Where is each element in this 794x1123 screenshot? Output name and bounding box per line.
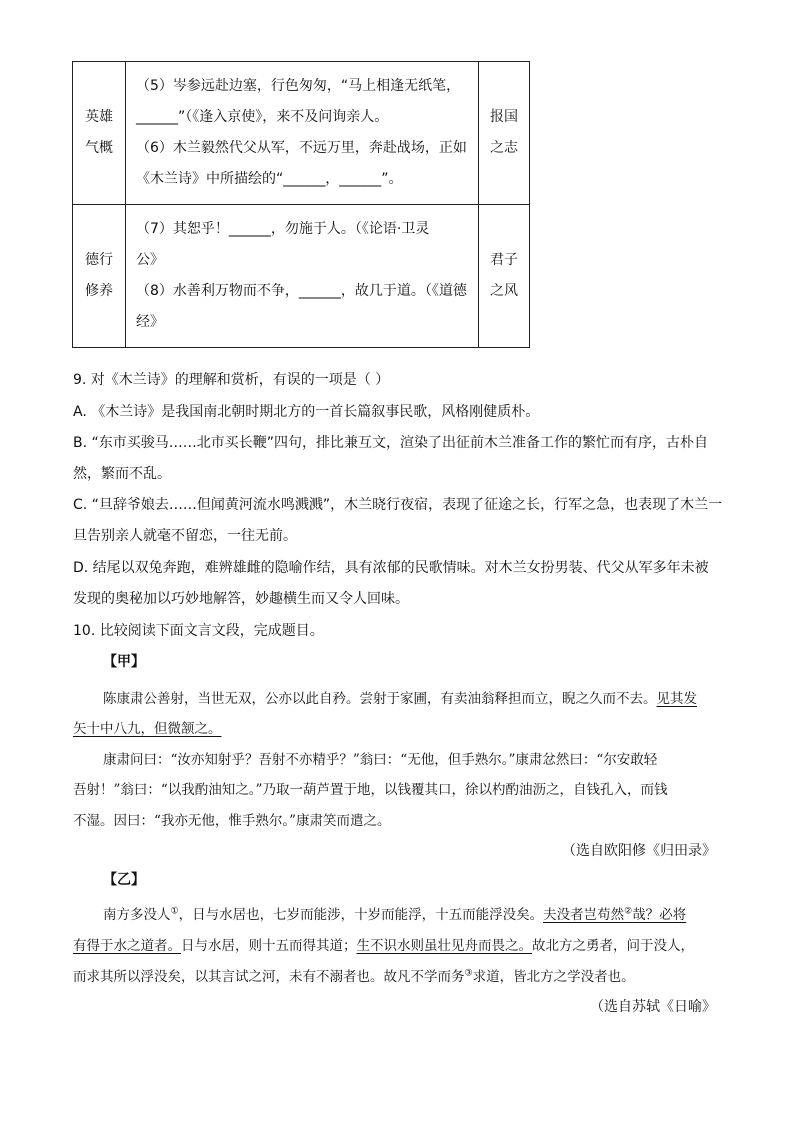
option-b-continued: 然，繁而不乱。 [73,466,171,482]
table-line: 《木兰诗》中所描绘的“______，______”。 [136,171,403,187]
passage-jia-source: （选自欧阳修《归田录》 [562,843,716,859]
underlined-sentence: 矢十中八九，但微颔之。 [73,721,222,737]
passage-jia-line [103,687,697,707]
passage-yi-heading: 【乙】 [103,872,145,888]
option-a: A. 《木兰诗》是我国南北朝时期北方的一首长篇叙事民歌，风格刚健质朴。 [73,404,540,420]
theme-label: 之风 [490,283,518,299]
table-line: ______”（《逢入京使》，来不及问询亲人。 [136,109,389,125]
category-label: 英雄 [85,109,113,125]
theme-label: 君子 [490,252,518,268]
table-line: 公》 [136,252,164,268]
passage-jia-line [73,717,222,737]
table-row [73,62,530,205]
category-label: 修养 [85,283,113,299]
category-cell [73,205,126,348]
footnote-marker: ③ [464,968,473,979]
passage-text: 哉？必将 [632,907,687,923]
content-cell [126,62,479,205]
category-cell [73,62,126,205]
passage-jia-line: 不湿。因曰：“我亦无他，惟手熟尔。”康肃笑而遣之。 [73,813,391,829]
theme-cell [479,205,530,348]
passage-text: 夫没者岂苟然 [543,907,625,923]
question-9-stem: 9. 对《木兰诗》的理解和赏析，有误的一项是（ ） [73,372,390,388]
footnote-marker: ② [624,906,633,917]
passage-yi-line [73,965,635,985]
passage-jia-heading: 【甲】 [103,654,145,670]
passage-text: 故北方之勇者，问于没人， [532,938,694,954]
passage-text: 而求其所以浮没矣，以其言试之河，未有不溺者也。故凡不学而务 [73,969,465,985]
option-d: D. 结尾以双兔奔跑，难辨雄雌的隐喻作结，具有浓郁的民歌情味。对木兰女扮男装、代父从军多年未被 [73,560,709,576]
content-cell [126,205,479,348]
underlined-sentence: 见其发 [656,691,697,707]
question-10-stem: 10. 比较阅读下面文言文段，完成题目。 [73,623,324,639]
passage-yi-line [73,934,694,954]
underlined-sentence: 有得于水之道者。 [73,938,181,954]
theme-label: 之志 [490,140,518,156]
underlined-sentence: 生不识水则虽壮见舟而畏之。 [356,938,532,954]
passage-yi-line [103,903,686,923]
option-c-continued: 旦告别亲人就毫不留恋，一往无前。 [73,528,297,544]
passage-text: 日与水居，则十五而得其道； [181,938,357,954]
option-b: B. “东市买骏马……北市买长鞭”四句，排比兼互文，渲染了出征前木兰准备工作的繁忙而有序，古朴自 [73,435,709,451]
category-label: 气概 [85,140,113,156]
passage-text: 求道，皆北方之学没者也。 [472,969,635,985]
passage-yi-source: （选自苏轼《日喻》 [590,999,716,1015]
table-line: （5）岑参远赴边塞，行色匆匆，“马上相逢无纸笔， [136,78,461,94]
passage-jia-line: 康肃问曰：“汝亦知射乎？吾射不亦精乎？”翁曰：“无他，但手熟尔。”康肃忿然曰：“尔安敢轻 [103,752,658,768]
footnote-marker: ① [170,906,179,917]
passage-text: 陈康肃公善射，当世无双，公亦以此自矜。尝射于家圃，有卖油翁释担而立，睨之久而不去。 [103,691,657,707]
option-d-continued: 发现的奥秘加以巧妙地解答，妙趣横生而又令人回味。 [73,591,409,607]
passage-text: ，日与水居也，七岁而能涉，十岁而能浮，十五而能浮没矣。 [178,907,544,923]
option-c: C. “旦辞爷娘去……但闻黄河流水鸣溅溅”，木兰晓行夜宿，表现了征途之长，行军之急，也表现了木兰一 [73,497,723,513]
table-row [73,205,530,348]
category-label: 德行 [85,252,113,268]
poetry-fill-table [72,61,530,348]
table-line: 经》 [136,314,164,330]
passage-jia-line: 吾射！”翁曰：“以我酌油知之。”乃取一葫芦置于地，以钱覆其口，徐以杓酌油沥之，自钱孔入，而钱 [73,782,668,798]
table-line: （8）水善利万物而不争，______，故几于道。（《道德 [136,283,467,299]
underlined-sentence [543,907,686,923]
table-line: （7）其恕乎！______，勿施于人。（《论语·卫灵 [136,221,430,237]
passage-text: 南方多没人 [103,907,171,923]
theme-cell [479,62,530,205]
table-line: （6）木兰毅然代父从军，不远万里，奔赴战场，正如 [136,140,467,156]
theme-label: 报国 [490,109,518,125]
